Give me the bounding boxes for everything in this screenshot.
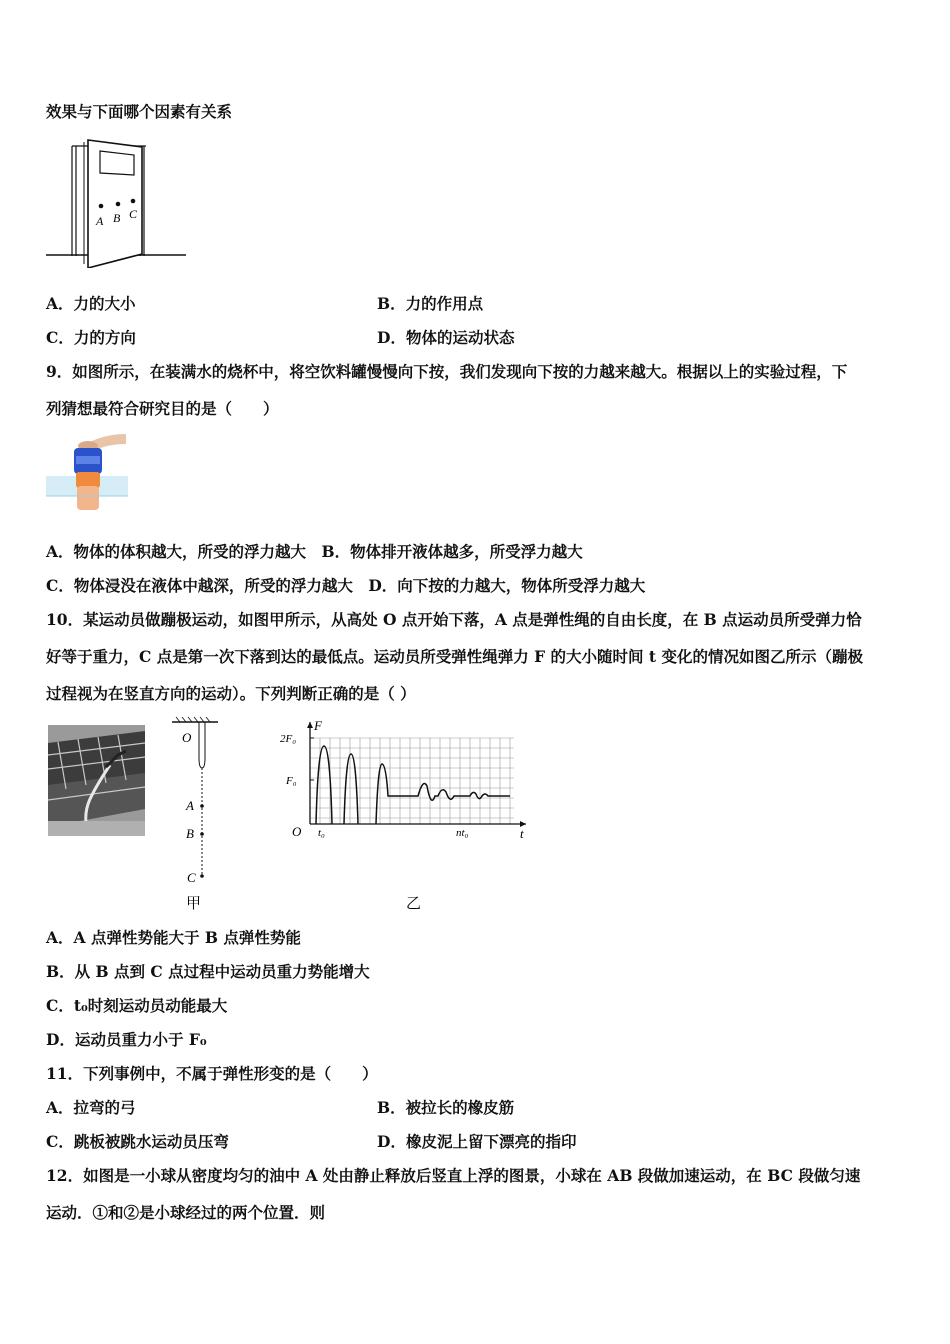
jia-label-o: O [182,730,192,745]
door-label-b: B [113,211,121,225]
point-c-dot [131,199,136,204]
q11-option-b: B．被拉长的橡皮筋 [377,1098,515,1117]
q8-option-d: D．物体的运动状态 [377,328,515,347]
figure-yi-graph [280,716,532,912]
yi-tick-2f0: 2F₀ [280,733,297,745]
q8-option-a: A．力的大小 [46,294,136,313]
caption-jia: 甲 [186,896,202,912]
figure-jia [168,716,218,912]
point-a-dot [99,204,104,209]
q12-stem-line1: 12．如图是一小球从密度均匀的油中 A 处由静止释放后竖直上浮的图景，小球在 AB 段做加速运动，在 BC 段做匀速 [46,1166,861,1185]
q9-options-line1: A．物体的体积越大，所受的浮力越大 B．物体排开液体越多，所受浮力越大 [46,542,583,561]
q11-option-d: D．橡皮泥上留下漂亮的指印 [377,1132,577,1151]
q10-option-b: B．从 B 点到 C 点过程中运动员重力势能增大 [46,962,370,981]
jia-label-c: C [187,870,196,885]
q10-stem-line1: 10．某运动员做蹦极运动，如图甲所示，从高处 O 点开始下落，A 点是弹性绳的自由长度，在 B 点运动员所受弹力恰 [46,610,862,629]
yi-tick-nt0: nt₀ [456,827,469,839]
door-label-c: C [129,207,138,221]
door-figure [44,138,192,268]
q10-option-c: C．t₀时刻运动员动能最大 [46,996,228,1015]
jia-label-b: B [186,826,194,841]
q10-stem-line3: 过程视为在竖直方向的运动）。下列判断正确的是（ ） [46,684,416,703]
door-label-a: A [96,214,104,228]
caption-yi: 乙 [406,896,422,912]
q9-stem-line1: 9．如图所示，在装满水的烧杯中，将空饮料罐慢慢向下按，我们发现向下按的力越来越大。根据以上的实验过程，下 [46,362,848,381]
yi-tick-f0: F₀ [286,775,297,787]
can-in-beaker-photo [46,432,128,514]
point-b-dot [116,202,121,207]
q11-option-c: C．跳板被跳水运动员压弯 [46,1132,229,1151]
intro-text: 效果与下面哪个因素有关系 [46,102,233,121]
q9-stem-line2: 列猜想最符合研究目的是（ ） [46,399,279,418]
q10-stem-line2: 好等于重力，C 点是第一次下落到达的最低点。运动员所受弹性绳弹力 F 的大小随时间 t 变化的情况如图乙所示（蹦极 [46,647,863,666]
q10-option-a: A．A 点弹性势能大于 B 点弹性势能 [46,928,301,947]
q11-stem: 11．下列事例中，不属于弹性形变的是（ ） [46,1064,378,1083]
yi-tick-t0: t₀ [318,827,325,839]
q8-option-c: C．力的方向 [46,328,136,347]
yi-origin-o: O [292,824,302,839]
q12-stem-line2: 运动．①和②是小球经过的两个位置．则 [46,1203,326,1222]
yi-axis-f: F [314,718,322,733]
q10-option-d: D．运动员重力小于 F₀ [46,1030,207,1049]
yi-axis-t: t [520,826,524,841]
q11-option-a: A．拉弯的弓 [46,1098,136,1117]
jia-label-a: A [186,798,194,813]
bungee-photo [48,725,145,836]
q9-options-line2: C．物体浸没在液体中越深，所受的浮力越大 D．向下按的力越大，物体所受浮力越大 [46,576,646,595]
q8-option-b: B．力的作用点 [377,294,484,313]
